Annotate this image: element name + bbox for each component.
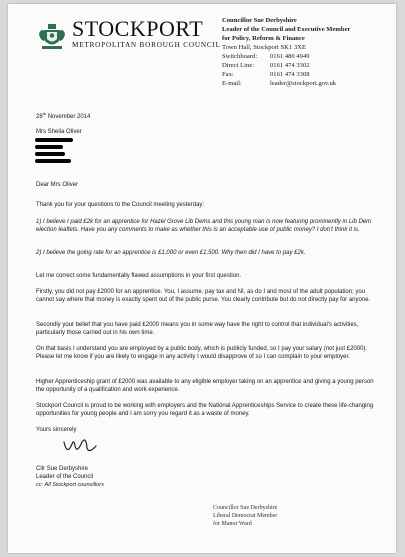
org-name: STOCKPORT: [72, 16, 204, 41]
signoff-title: Leader of the Council: [36, 474, 94, 480]
council-crest-icon: [38, 22, 66, 52]
closing: Yours sincerely: [36, 427, 77, 433]
sender-details: [222, 16, 350, 88]
role-line-2: for Policy, Reform & Finance: [222, 35, 305, 42]
footer-member-info: [213, 504, 277, 528]
salutation: Dear Mrs Oliver: [36, 182, 79, 188]
direct-line-number: 0161 474 3302: [270, 62, 310, 69]
email-label: E-mail:: [222, 80, 242, 87]
letter-page: [8, 4, 396, 553]
switchboard-label: Switchboard:: [222, 53, 258, 60]
firstly-paragraph: Firstly, you did not pay £2000 for an apprentice. You, I assume, pay tax and NI, as do I and most of the adult population; you cannot say where that money is exactly spent out of the public purse. You clearly contribute but do not directly pay for anyone.: [36, 289, 371, 304]
direct-line-row: [222, 61, 350, 70]
intro-paragraph: Thank you for your questions to the Council meeting yesterday:: [36, 202, 205, 208]
pride-paragraph: Stockport Council is proud to be working with employers and the National Apprenticeships Service to create these life-changing opportunities for young people and I am sorry you regard it as a waste of money.: [36, 403, 374, 418]
direct-line-label: Direct Line:: [222, 62, 255, 69]
fax-label: Fax:: [222, 71, 234, 78]
question-1: 1) I believe I paid £2k for an apprentice for Hazel Grove Lib Dems and this young man is now featuring prominently in Lib Dem election leaflets. Have you any comments to make as whether this is an acceptable use of public money? I don't think it is.: [36, 219, 372, 234]
email-row: [222, 79, 350, 88]
grant-paragraph: Higher Apprenticeship grant of £2000 was available to any eligible employer taking on an apprentice and giving a young person the opportunity of a qualification and work experience.: [36, 379, 374, 394]
recipient-name: Mrs Sheila Oliver: [36, 129, 82, 135]
email-address: leader@stockport.gov.uk: [270, 80, 337, 87]
date-suffix: th: [42, 111, 47, 116]
fax-row: [222, 70, 350, 79]
date-day: 28: [36, 114, 43, 120]
address: Town Hall, Stockport SK1 3XE: [222, 44, 306, 51]
cc-line: cc: All Stockport councillors: [36, 482, 104, 488]
redacted-address-line: [35, 145, 63, 149]
org-subtitle: METROPOLITAN BOROUGH COUNCIL: [72, 41, 221, 49]
councillor-name: Councillor Sue Derbyshire: [222, 17, 297, 24]
handwritten-signature: [60, 436, 100, 460]
switchboard-number: 0161 480 4949: [270, 53, 310, 60]
switchboard-row: [222, 52, 350, 61]
correction-paragraph: Let me correct some fundamentally flawed assumptions in your first question.: [36, 273, 242, 279]
role-line-1: Leader of the Council and Executive Member: [222, 26, 351, 33]
redacted-address-line: [35, 159, 71, 163]
date-rest: November 2014: [47, 114, 91, 120]
fax-number: 0161 474 3308: [270, 71, 310, 78]
footer-line-1: Councillor Sue Derbyshire: [213, 505, 278, 511]
letterhead-brand: [72, 18, 221, 49]
redacted-address-line: [35, 138, 73, 142]
letter-date: [36, 110, 90, 121]
question-2: 2) I believe the going rate for an apprentice is £1,000 or even £1,500. Why then did I have to pay £2k.: [36, 250, 306, 256]
employment-paragraph: On that basis I understand you are employed by a public body, which is publicly funded, so I pay your salary (not just £2000). Please let me know if you are likely to engage in any activity I would disapprove of so I can complain to your employer.: [36, 346, 368, 361]
secondly-paragraph: Secondly your belief that you have paid £2000 means you in some way have the right to control that individual's activities, particularly those carried out in his own time.: [36, 322, 359, 337]
redacted-address-line: [35, 152, 65, 156]
footer-line-2: Liberal Democrat Member: [213, 513, 278, 519]
footer-line-3: for Manor Ward: [213, 521, 252, 527]
signoff-name: Cllr Sue Derbyshire: [36, 466, 89, 472]
